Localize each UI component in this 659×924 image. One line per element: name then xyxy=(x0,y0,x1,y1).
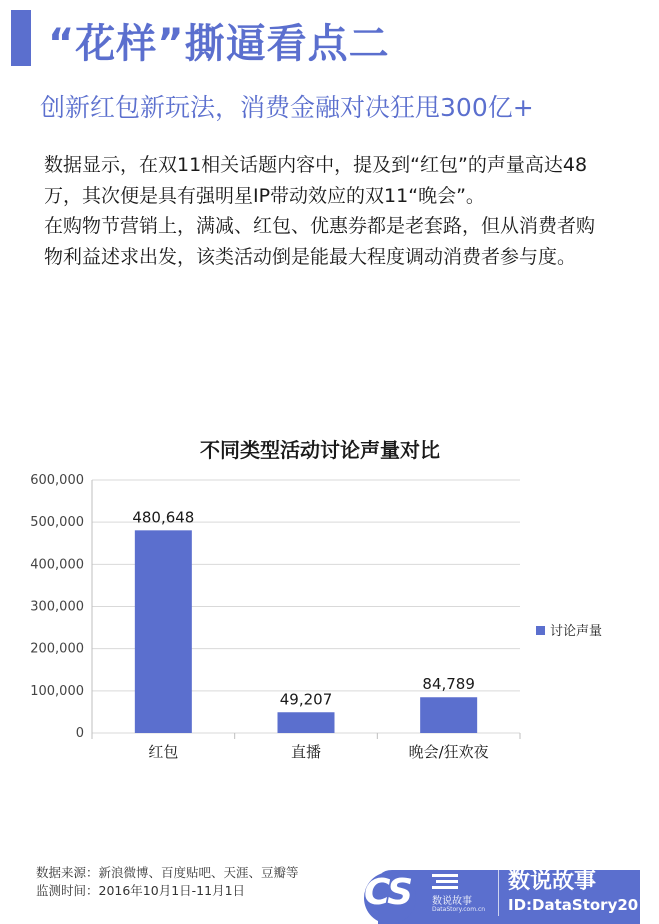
y-tick-label: 600,000 xyxy=(30,473,84,488)
data-label: 84,789 xyxy=(422,675,475,694)
footer-note xyxy=(36,864,299,900)
x-tick-label: 直播 xyxy=(290,743,322,761)
data-source: 数据来源：新浪微博、百度贴吧、天涯、豆瓣等 xyxy=(36,865,299,880)
brand-stripes-icon xyxy=(432,874,462,890)
bar xyxy=(135,530,192,733)
data-label: 480,648 xyxy=(132,508,195,527)
bar xyxy=(420,697,477,733)
brand-logo-text: 数说故事 xyxy=(432,896,472,907)
brand-id: ID:DataStory2015 xyxy=(508,896,659,914)
y-tick-label: 200,000 xyxy=(30,641,84,657)
bar-chart xyxy=(0,420,640,800)
x-tick-label: 晚会/狂欢夜 xyxy=(408,743,489,761)
title-accent-bar xyxy=(11,10,31,66)
y-tick-label: 0 xyxy=(75,726,84,741)
y-tick-label: 400,000 xyxy=(30,557,84,573)
body-paragraph-2: 在购物节营销上，满减、红包、优惠券都是老套路，但从消费者购物利益述求出发，该类活动倒是能最大程度调动消费者参与度。 xyxy=(44,215,596,268)
y-tick-label: 500,000 xyxy=(30,515,84,531)
page-title: “花样”撕逼看点二 xyxy=(48,21,390,67)
brand-name: 数说故事 xyxy=(508,869,597,894)
bar xyxy=(278,712,335,733)
body-paragraph-1: 数据显示，在双11相关话题内容中，提及到“红包”的声量高达48万，其次便是具有强明星IP带动效应的双11“晚会”。 xyxy=(44,154,588,207)
legend-swatch xyxy=(536,626,545,635)
brand-logo-mark: CS xyxy=(364,872,412,913)
brand-divider xyxy=(498,870,499,916)
y-tick-label: 100,000 xyxy=(30,683,84,699)
legend-label: 讨论声量 xyxy=(550,624,603,639)
brand-logo-url: DataStory.com.cn xyxy=(432,906,486,913)
monitor-period: 监测时间：2016年10月1日-11月1日 xyxy=(36,883,246,898)
brand-banner xyxy=(360,840,659,924)
page-subtitle: 创新红包新玩法，消费金融对决狂甩300亿+ xyxy=(40,93,534,122)
chart-title: 不同类型活动讨论声量对比 xyxy=(200,438,440,462)
body-text xyxy=(44,150,604,272)
data-label: 49,207 xyxy=(279,690,333,709)
x-tick-label: 红包 xyxy=(148,743,179,761)
y-tick-label: 300,000 xyxy=(30,599,84,615)
